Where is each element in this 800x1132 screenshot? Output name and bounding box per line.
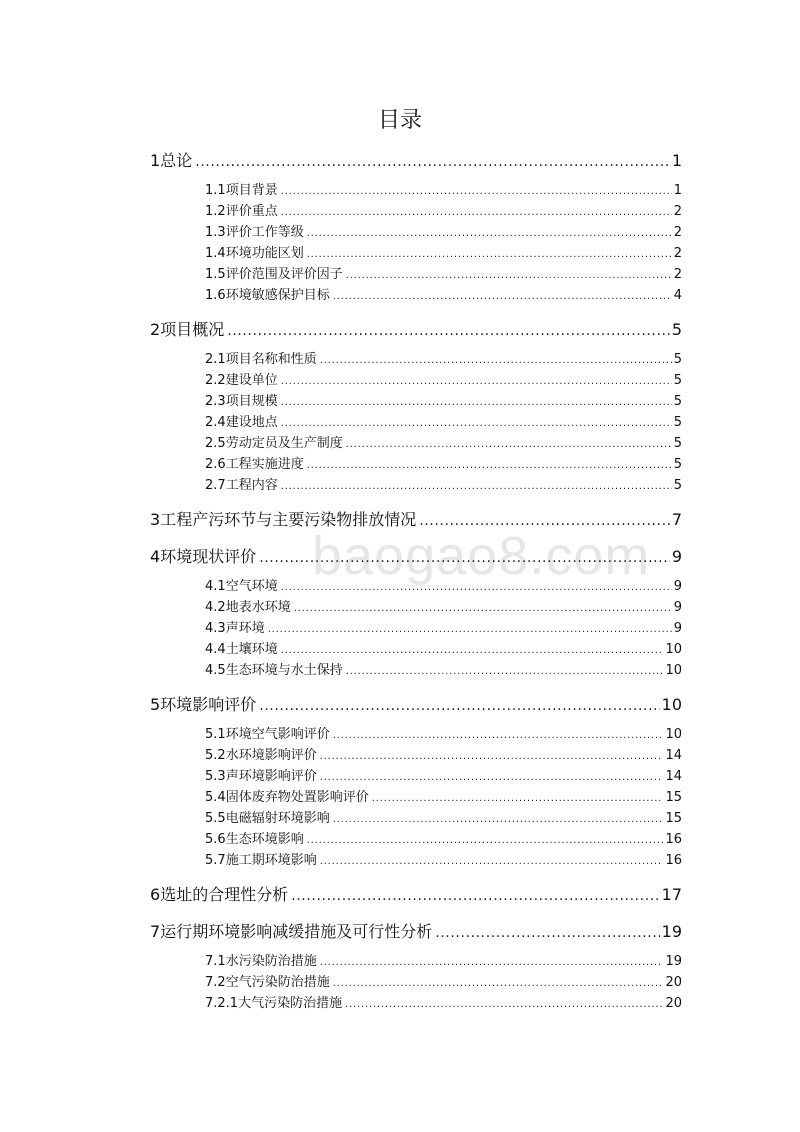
toc-entry-title: 环境敏感保护目标 (225, 288, 330, 303)
toc-section-entry[interactable] (205, 370, 682, 391)
toc-section-entry[interactable] (205, 597, 682, 618)
dot-leader (281, 577, 672, 598)
toc-entry-number: 1.4 (205, 246, 226, 261)
dot-leader (346, 265, 672, 286)
toc-section-entry[interactable] (205, 724, 682, 745)
dot-leader (195, 149, 670, 175)
toc-page-number: 2 (673, 246, 682, 261)
toc-entry-title: 劳动定员及生产制度 (225, 436, 343, 451)
toc-entry-title: 工程内容 (225, 478, 278, 493)
toc-section-entry[interactable] (205, 412, 682, 433)
toc-entry-title: 空气环境 (225, 579, 278, 594)
dot-leader (333, 973, 664, 994)
toc-section-entry[interactable] (205, 618, 682, 639)
toc-entry-number: 5.6 (205, 832, 226, 847)
toc-entry-number: 5 (150, 695, 161, 714)
dot-leader (346, 434, 672, 455)
toc-section-entry[interactable] (205, 787, 682, 808)
dot-leader (333, 286, 672, 307)
table-of-contents (150, 148, 682, 1014)
toc-entry-title: 水环境影响评价 (225, 748, 317, 763)
toc-entry-title: 电磁辐射环境影响 (225, 811, 330, 826)
toc-entry-number: 4.4 (205, 642, 226, 657)
toc-entry-number: 2.4 (205, 415, 226, 430)
toc-section-entry[interactable] (205, 201, 682, 222)
toc-page-number: 5 (673, 457, 682, 472)
toc-entry-title: 生态环境影响 (225, 832, 304, 847)
dot-leader (281, 476, 672, 497)
dot-leader (294, 598, 672, 619)
toc-entry-title: 工程产污环节与主要污染物排放情况 (160, 510, 417, 529)
dot-leader (333, 725, 664, 746)
dot-leader (281, 392, 672, 413)
toc-page-number: 20 (665, 975, 682, 990)
toc-section-entry[interactable] (205, 243, 682, 264)
toc-entry-title: 施工期环境影响 (225, 853, 317, 868)
toc-chapter-entry[interactable] (150, 692, 682, 718)
dot-leader (307, 455, 672, 476)
toc-entry-number: 5.7 (205, 853, 226, 868)
toc-entry-title: 项目背景 (225, 183, 278, 198)
toc-page-number: 2 (673, 267, 682, 282)
toc-page-number: 7 (671, 510, 682, 529)
toc-entry-number: 2.7 (205, 478, 226, 493)
toc-section-entry[interactable] (205, 639, 682, 660)
toc-page-number: 1 (673, 183, 682, 198)
toc-entry-title: 环境影响评价 (160, 695, 257, 714)
toc-entry-number: 4 (150, 547, 161, 566)
dot-leader (291, 883, 659, 909)
toc-entry-title: 项目名称和性质 (225, 352, 317, 367)
toc-page-number: 15 (665, 790, 682, 805)
toc-page-number: 10 (665, 727, 682, 742)
toc-entry-number: 2.3 (205, 394, 226, 409)
toc-chapter-entry[interactable] (150, 148, 682, 174)
dot-leader (320, 767, 664, 788)
dot-leader (307, 244, 672, 265)
toc-entry-number: 2.2 (205, 373, 226, 388)
toc-entry-title: 运行期环境影响减缓措施及可行性分析 (160, 922, 433, 941)
toc-entry-number: 5.4 (205, 790, 226, 805)
toc-entry-number: 4.5 (205, 663, 226, 678)
dot-leader (320, 746, 664, 767)
toc-section-entry[interactable] (205, 660, 682, 681)
toc-page-number: 10 (661, 695, 682, 714)
toc-section-entry[interactable] (205, 972, 682, 993)
page-title: 目录 (377, 108, 422, 133)
toc-page-number: 5 (673, 394, 682, 409)
toc-entry-title: 工程实施进度 (225, 457, 304, 472)
toc-entry-title: 环境空气影响评价 (225, 727, 330, 742)
toc-page-number: 14 (665, 769, 682, 784)
watermark: baogao8.com (312, 526, 651, 586)
dot-leader (320, 350, 672, 371)
toc-entry-title: 建设单位 (225, 373, 278, 388)
toc-page-number: 5 (671, 320, 682, 339)
toc-page-number: 5 (673, 436, 682, 451)
toc-entry-title: 土壤环境 (225, 642, 278, 657)
toc-entry-number: 1.1 (205, 183, 226, 198)
toc-section-entry[interactable] (205, 475, 682, 496)
toc-page-number: 5 (673, 352, 682, 367)
toc-section-entry[interactable] (205, 951, 682, 972)
toc-section-entry[interactable] (205, 766, 682, 787)
toc-entry-title: 评价工作等级 (225, 225, 304, 240)
toc-page-number: 2 (673, 225, 682, 240)
toc-chapter-entry[interactable] (150, 882, 682, 908)
toc-entry-number: 4.3 (205, 621, 226, 636)
toc-entry-number: 1 (150, 151, 161, 170)
toc-section-entry[interactable] (205, 391, 682, 412)
toc-entry-title: 固体废弃物处置影响评价 (225, 790, 369, 805)
toc-section-entry[interactable] (205, 433, 682, 454)
toc-entry-title: 评价范围及评价因子 (225, 267, 343, 282)
toc-entry-number: 7 (150, 922, 161, 941)
dot-leader (259, 693, 659, 719)
toc-section-entry[interactable] (205, 454, 682, 475)
toc-page-number: 4 (673, 288, 682, 303)
toc-page-number: 5 (673, 373, 682, 388)
toc-page-number: 9 (671, 547, 682, 566)
toc-entry-number: 7.1 (205, 954, 226, 969)
toc-page-number: 15 (665, 811, 682, 826)
toc-page-number: 5 (673, 415, 682, 430)
toc-page-number: 19 (661, 922, 682, 941)
toc-entry-number: 5.1 (205, 727, 226, 742)
toc-entry-title: 环境现状评价 (160, 547, 257, 566)
dot-leader (307, 223, 672, 244)
toc-section-entry[interactable] (205, 808, 682, 829)
toc-chapter-entry[interactable] (150, 919, 682, 945)
toc-entry-number: 3 (150, 510, 161, 529)
dot-leader (320, 851, 664, 872)
toc-chapter-entry[interactable] (150, 317, 682, 343)
dot-leader (281, 181, 672, 202)
toc-page-number: 17 (661, 885, 682, 904)
toc-chapter-entry[interactable] (150, 507, 682, 533)
toc-section-entry[interactable] (205, 180, 682, 201)
toc-page-number: 16 (665, 832, 682, 847)
toc-page-number: 20 (665, 996, 682, 1011)
toc-page-number: 14 (665, 748, 682, 763)
dot-leader (281, 202, 672, 223)
toc-section-entry[interactable] (205, 993, 682, 1014)
toc-entry-number: 4.2 (205, 600, 226, 615)
toc-entry-number: 2.6 (205, 457, 226, 472)
toc-section-entry[interactable] (205, 829, 682, 850)
toc-section-entry[interactable] (205, 264, 682, 285)
toc-entry-title: 水污染防治措施 (225, 954, 317, 969)
toc-page-number: 9 (673, 621, 682, 636)
toc-entry-number: 1.3 (205, 225, 226, 240)
dot-leader (281, 640, 664, 661)
toc-entry-title: 生态环境与水土保持 (225, 663, 343, 678)
toc-entry-number: 7.2.1 (205, 996, 239, 1011)
toc-page-number: 16 (665, 853, 682, 868)
toc-entry-title: 地表水环境 (225, 600, 291, 615)
toc-page-number: 9 (673, 600, 682, 615)
toc-section-entry[interactable] (205, 222, 682, 243)
toc-entry-number: 1.5 (205, 267, 226, 282)
toc-page-number: 9 (673, 579, 682, 594)
dot-leader (281, 371, 672, 392)
toc-section-entry[interactable] (205, 745, 682, 766)
toc-entry-title: 总论 (160, 151, 193, 170)
toc-entry-number: 7.2 (205, 975, 226, 990)
toc-entry-title: 大气污染防治措施 (238, 996, 343, 1011)
dot-leader (281, 413, 672, 434)
dot-leader (419, 508, 670, 534)
toc-entry-title: 空气污染防治措施 (225, 975, 330, 990)
toc-section-entry[interactable] (205, 349, 682, 370)
toc-page-number: 10 (665, 663, 682, 678)
toc-page-number: 10 (665, 642, 682, 657)
dot-leader (268, 619, 672, 640)
toc-page-number: 19 (665, 954, 682, 969)
toc-chapter-entry[interactable] (150, 544, 682, 570)
toc-entry-title: 评价重点 (225, 204, 278, 219)
toc-page-number: 2 (673, 204, 682, 219)
dot-leader (345, 994, 663, 1015)
toc-entry-number: 6 (150, 885, 161, 904)
toc-entry-title: 建设地点 (225, 415, 278, 430)
toc-entry-number: 1.6 (205, 288, 226, 303)
toc-section-entry[interactable] (205, 850, 682, 871)
toc-page-number: 5 (673, 478, 682, 493)
toc-section-entry[interactable] (205, 576, 682, 597)
toc-entry-number: 5.3 (205, 769, 226, 784)
dot-leader (259, 545, 670, 571)
toc-entry-title: 项目规模 (225, 394, 278, 409)
toc-section-entry[interactable] (205, 285, 682, 306)
dot-leader (307, 830, 664, 851)
toc-entry-number: 5.2 (205, 748, 226, 763)
toc-page-number: 1 (671, 151, 682, 170)
toc-entry-number: 2.1 (205, 352, 226, 367)
dot-leader (333, 809, 664, 830)
toc-entry-title: 选址的合理性分析 (160, 885, 289, 904)
toc-entry-number: 2 (150, 320, 161, 339)
dot-leader (346, 661, 664, 682)
toc-entry-number: 2.5 (205, 436, 226, 451)
dot-leader (435, 920, 659, 946)
toc-entry-title: 声环境 (225, 621, 265, 636)
toc-entry-title: 项目概况 (160, 320, 225, 339)
toc-entry-title: 环境功能区划 (225, 246, 304, 261)
toc-entry-number: 4.1 (205, 579, 226, 594)
dot-leader (320, 952, 664, 973)
toc-entry-title: 声环境影响评价 (225, 769, 317, 784)
toc-entry-number: 5.5 (205, 811, 226, 826)
toc-entry-number: 1.2 (205, 204, 226, 219)
dot-leader (227, 318, 670, 344)
dot-leader (372, 788, 664, 809)
